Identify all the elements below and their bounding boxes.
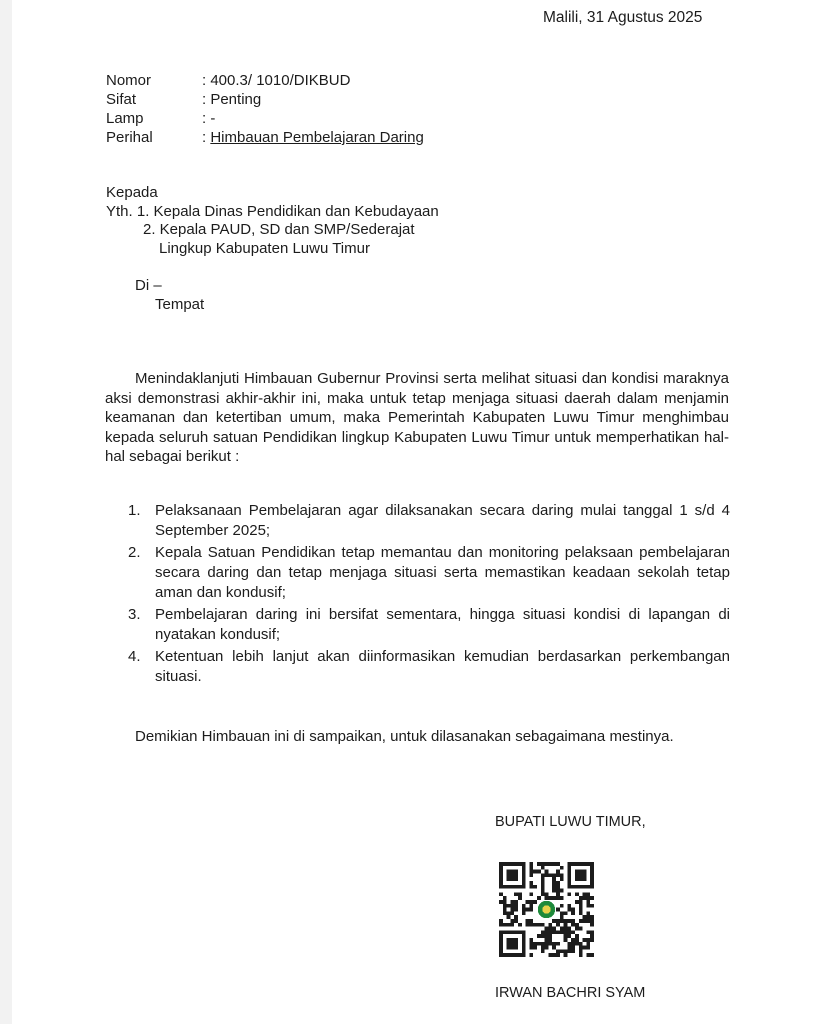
meta-label-sifat: Sifat (106, 91, 137, 108)
meta-value-lamp: : - (202, 110, 216, 127)
recipient-di: Di – (135, 277, 162, 294)
intro-paragraph (105, 369, 729, 467)
signatory-name: IRWAN BACHRI SYAM (495, 985, 646, 1001)
list-item-text: Kepala Satuan Pendidikan tetap memantau dan monitoring pelaksaan pembelajaran secara daring dan tetap menjaga situasi serta memastikan keadaan sekolah tetap aman dan kondusif; (155, 544, 730, 601)
list-item (128, 543, 730, 603)
meta-label-nomor: Nomor (106, 72, 152, 89)
list-item-number: 1. (128, 502, 141, 519)
list-item-text: Pelaksanaan Pembelajaran agar dilaksanakan secara daring mulai tanggal 1 s/d 4 September 2025; (155, 502, 730, 539)
list-item-text: Pembelajaran daring ini bersifat sementara, hingga situasi kondisi di lapangan di nyatakan kondusif; (155, 606, 730, 643)
list-item-number: 3. (128, 606, 141, 623)
meta-label-perihal: Perihal (106, 129, 153, 146)
signature-title: BUPATI LUWU TIMUR, (495, 814, 646, 830)
meta-value-sifat: : Penting (202, 91, 262, 108)
list-item (128, 501, 730, 541)
recipient-tempat: Tempat (155, 296, 205, 313)
list-item (128, 647, 730, 687)
meta-label-lamp: Lamp (106, 110, 144, 127)
recipient-line-2: 2. Kepala PAUD, SD dan SMP/Sederajat (143, 221, 415, 238)
letter-page (12, 0, 840, 1024)
instruction-list (128, 501, 730, 689)
meta-value-nomor: : 400.3/ 1010/DIKBUD (202, 72, 351, 89)
recipient-line-1: Yth. 1. Kepala Dinas Pendidikan dan Kebudayaan (106, 203, 439, 220)
meta-value-perihal (202, 129, 424, 147)
intro-text: Menindaklanjuti Himbauan Gubernur Provinsi serta melihat situasi dan kondisi maraknya aksi demonstrasi akhir-akhir ini, maka untuk tetap menjaga situasi daerah dalam menjamin keamanan dan ketertiban umum, maka Pemerintah Kabupaten Luwu Timur menghimbau kepada seluruh satuan Pendidikan lingkup Kabupaten Luwu Timur untuk memperhatikan hal-hal sebagai berikut : (105, 370, 729, 465)
recipient-line-3: Lingkup Kabupaten Luwu Timur (159, 240, 370, 257)
recipient-kepada: Kepada (106, 184, 158, 201)
list-item-number: 2. (128, 544, 141, 561)
list-item-text: Ketentuan lebih lanjut akan diinformasikan kemudian berdasarkan perkembangan situasi. (155, 648, 730, 685)
closing-text: Demikian Himbauan ini di sampaikan, untuk dilasanakan sebagaimana mestinya. (135, 728, 674, 745)
closing-paragraph (105, 727, 729, 747)
perihal-subject: Himbauan Pembelajaran Daring (210, 129, 424, 146)
letter-date: Malili, 31 Agustus 2025 (543, 9, 703, 26)
list-item (128, 605, 730, 645)
perihal-prefix: : (202, 129, 211, 146)
list-item-number: 4. (128, 648, 141, 665)
qr-code-icon (499, 862, 594, 957)
